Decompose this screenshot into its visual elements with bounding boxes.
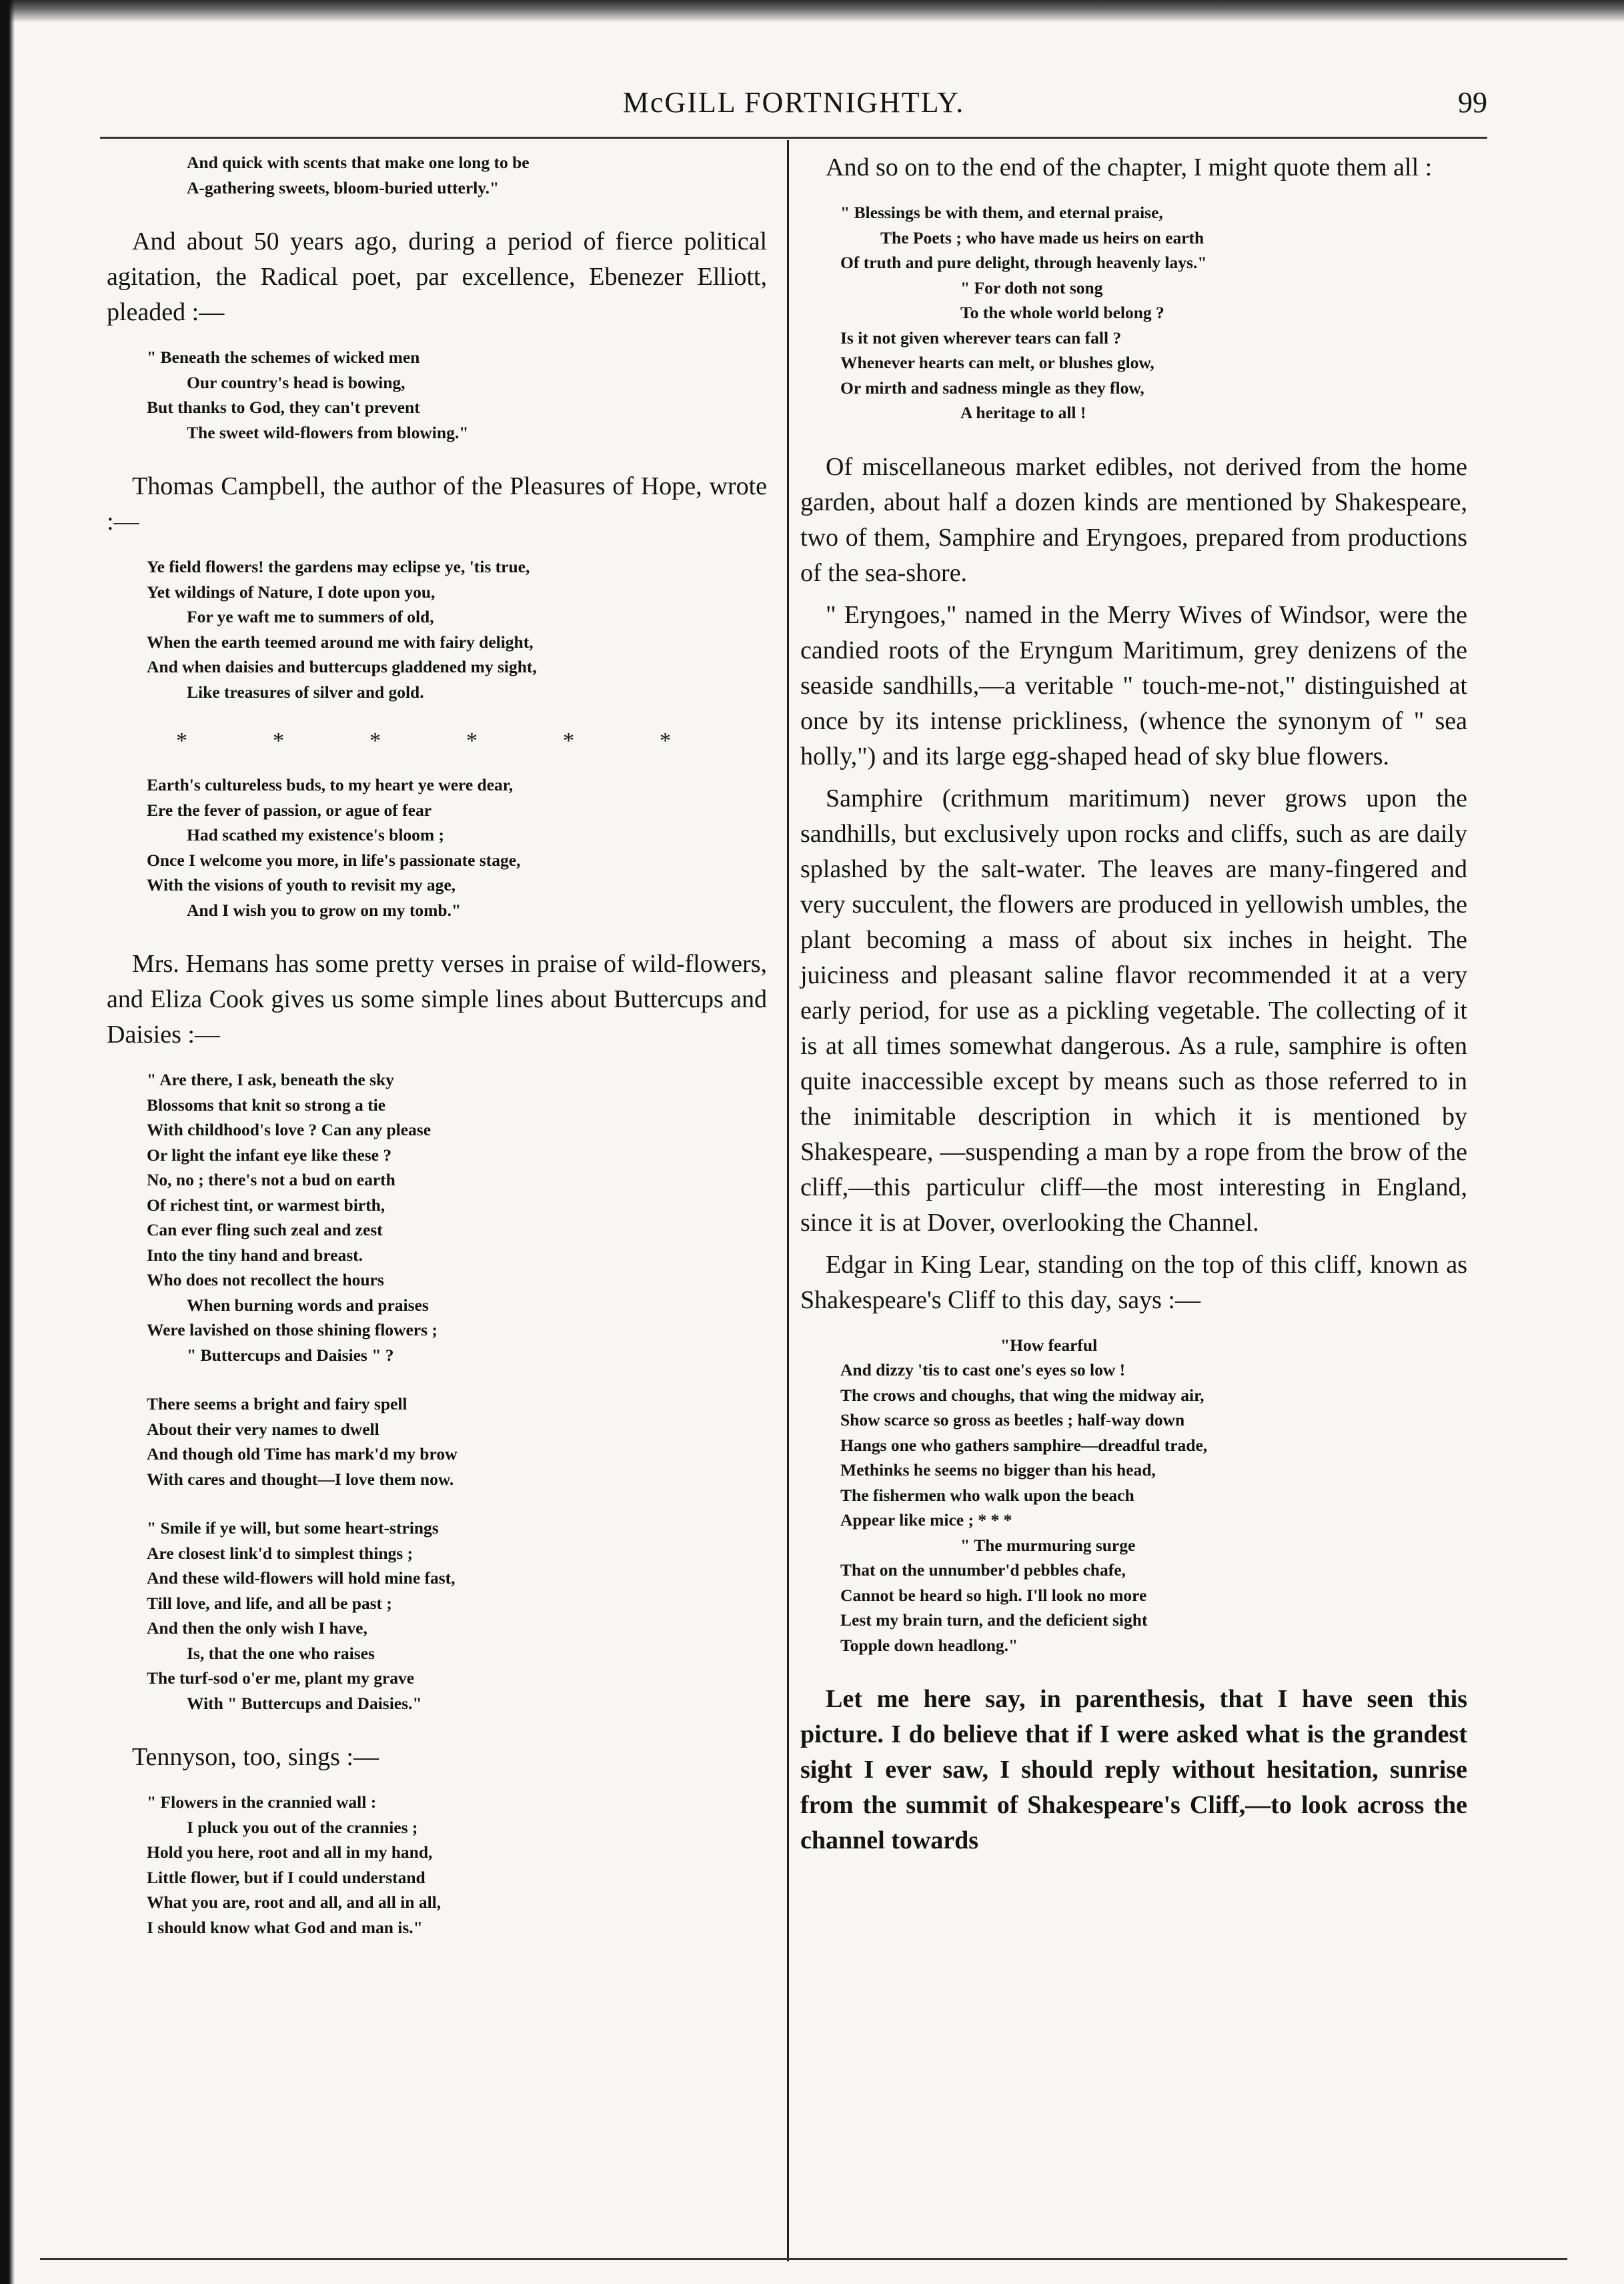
poem-line: Into the tiny hand and breast.	[147, 1245, 363, 1265]
star: *	[369, 728, 381, 753]
poem-line: There seems a bright and fairy spell	[147, 1394, 408, 1413]
poem-line: " Buttercups and Daisies " ?	[187, 1345, 394, 1365]
poem-line: The fishermen who walk upon the beach	[840, 1485, 1134, 1505]
poem-line: Methinks he seems no bigger than his head,	[840, 1460, 1156, 1480]
poem-line: I should know what God and man is."	[147, 1917, 423, 1937]
paragraph-edgar: Edgar in King Lear, standing on the top of this cliff, known as Shakespeare's Cliff to this day, says :—	[800, 1250, 1467, 1314]
poem-line: And when daisies and buttercups gladdened my sight,	[147, 657, 537, 676]
poem-line: Who does not recollect the hours	[147, 1270, 384, 1289]
poem-line: With " Buttercups and Daisies."	[187, 1693, 422, 1713]
poem-cook-2	[107, 1391, 767, 1492]
poem-line: Once I welcome you more, in life's passionate stage,	[147, 850, 521, 870]
page-header	[100, 85, 1487, 132]
poem-line: With the visions of youth to revisit my age,	[147, 875, 456, 895]
poem-line: And quick with scents that make one long to be	[187, 153, 530, 172]
poem-line: Of truth and pure delight, through heavenly lays."	[840, 253, 1207, 272]
poem-line: A-gathering sweets, bloom-buried utterly."	[187, 177, 500, 197]
section-stars	[107, 728, 767, 754]
poem-line: Little flower, but if I could understand	[147, 1867, 426, 1887]
poem-line: And I wish you to grow on my tomb."	[187, 900, 462, 920]
left-column	[107, 150, 767, 1964]
paragraph-samphire: Samphire (crithmum maritimum) never grows upon the sandhills, but exclusively upon rocks and cliffs, such as are daily splashed by the salt-water. The leaves are many-fingered and very succulent, the flowers are produced in yellowish umbles, the plant becoming a mass of about six inches in height. The juiciness and pleasant saline flavor recommended it at a very early period, for use as a pickling vegetable. The collecting of it is at all times somewhat dangerous. As a rule, samphire is often quite inaccessible except by means such as those referred to in the inimitable description in which it is mentioned by Shakespeare, —suspending a man by a rope from the brow of the cliff,—this particulur cliff—the most interesting in England, since it is at Dover, overlooking the Channel.	[800, 784, 1467, 1237]
poem-line: Were lavished on those shining flowers ;	[147, 1320, 438, 1339]
star: *	[273, 728, 284, 753]
poem-line: " Beneath the schemes of wicked men	[147, 348, 420, 367]
poem-line: " Are there, I ask, beneath the sky	[147, 1070, 394, 1089]
poem-line: " For doth not song	[960, 277, 1103, 298]
poem-line: And these wild-flowers will hold mine fast,	[147, 1568, 456, 1588]
poem-line: " Flowers in the crannied wall :	[147, 1792, 377, 1812]
poem-line: Had scathed my existence's bloom ;	[187, 825, 445, 844]
paragraph-elliott: And about 50 years ago, during a period of fierce political agitation, the Radical poet, par excellence, Ebenezer Elliott, pleaded :—	[107, 227, 767, 326]
poem-line: Appear like mice ; * * *	[840, 1510, 1012, 1530]
poem-line: Is it not given wherever tears can fall ?	[840, 328, 1122, 348]
poem-line: Till love, and life, and all be past ;	[147, 1593, 392, 1613]
poem-line: Lest my brain turn, and the deficient sight	[840, 1610, 1148, 1630]
scan-edge-top	[0, 0, 1624, 23]
star: *	[563, 728, 574, 753]
poem-line: " The murmuring surge	[960, 1535, 1136, 1555]
poem-campbell-2	[107, 772, 767, 923]
poem-line: But thanks to God, they can't prevent	[147, 398, 420, 417]
poem-line: Or light the infant eye like these ?	[147, 1145, 392, 1165]
poem-line: " Blessings be with them, and eternal praise,	[840, 203, 1163, 222]
poem-line: For ye waft me to summers of old,	[187, 607, 434, 626]
poem-line: " Smile if ye will, but some heart-strings	[147, 1518, 439, 1538]
poem-line: Ye field flowers! the gardens may eclipse ye, 'tis true,	[147, 557, 530, 576]
poem-line: Can ever fling such zeal and zest	[147, 1220, 383, 1239]
poem-line: Are closest link'd to simplest things ;	[147, 1543, 414, 1563]
poem-line: I pluck you out of the crannies ;	[187, 1817, 418, 1837]
poem-line: And though old Time has mark'd my brow	[147, 1444, 458, 1464]
paragraph-parenthesis: Let me here say, in parenthesis, that I have seen this picture. I do believe that if I were asked what is the grandest sight I ever saw, I should reply without hesitation, sunrise from the summit of Shakespeare's Cliff,—to look across the channel towards	[800, 1685, 1467, 1854]
poem-line: To the whole world belong ?	[960, 303, 1164, 322]
poem-line: About their very names to dwell	[147, 1419, 379, 1439]
poem-line: The Poets ; who have made us heirs on earth	[880, 227, 1204, 247]
running-head: McGILL FORTNIGHTLY.	[622, 86, 965, 119]
paragraph-hemans: Mrs. Hemans has some pretty verses in praise of wild-flowers, and Eliza Cook gives us some simple lines about Buttercups and Daisies :—	[107, 950, 767, 1049]
poem-line: Cannot be heard so high. I'll look no more	[840, 1585, 1147, 1605]
poem-campbell	[107, 554, 767, 704]
poem-cook-3	[107, 1516, 767, 1716]
poem-line: Is, that the one who raises	[187, 1643, 375, 1663]
poem-line: Or mirth and sadness mingle as they flow,	[840, 378, 1144, 398]
poem-continuation	[107, 150, 767, 200]
poem-line: What you are, root and all, and all in all,	[147, 1892, 442, 1912]
poem-line: The crows and choughs, that wing the midway air,	[840, 1385, 1204, 1405]
page-number: 99	[1458, 86, 1487, 119]
poem-line: Hangs one who gathers samphire—dreadful trade,	[840, 1435, 1208, 1455]
poem-line: With childhood's love ? Can any please	[147, 1120, 432, 1139]
poem-line: When the earth teemed around me with fairy delight,	[147, 632, 534, 652]
poem-line: Like treasures of silver and gold.	[187, 682, 424, 702]
header-rule	[100, 137, 1487, 139]
poem-line: Show scarce so gross as beetles ; half-way down	[840, 1410, 1185, 1430]
poem-line: Topple down headlong."	[840, 1635, 1018, 1655]
scan-edge-left	[0, 0, 15, 2284]
poem-line: Earth's cultureless buds, to my heart ye were dear,	[147, 775, 514, 794]
poem-line: "How fearful	[1000, 1335, 1098, 1355]
poem-line: Blossoms that knit so strong a tie	[147, 1095, 385, 1115]
poem-line: With cares and thought—I love them now.	[147, 1469, 454, 1489]
poem-line: No, no ; there's not a bud on earth	[147, 1170, 395, 1189]
poem-line: The turf-sod o'er me, plant my grave	[147, 1668, 415, 1688]
poem-lear	[800, 1333, 1467, 1658]
star: *	[466, 728, 478, 753]
bottom-rule	[40, 2258, 1567, 2260]
poem-cook-1	[107, 1067, 767, 1367]
paragraph-eryngoes: " Eryngoes," named in the Merry Wives of Windsor, were the candied roots of the Eryngum Maritimum, grey denizens of the seaside sandhills,—a veritable " touch-me-not," distinguished at once by its intense prickliness, (whence the synonym of " sea holly,") and its large egg-shaped head of sky blue flowers.	[800, 600, 1467, 770]
poem-line: Ere the fever of passion, or ague of fear	[147, 800, 432, 820]
paragraph-edibles: Of miscellaneous market edibles, not derived from the home garden, about half a dozen kinds are mentioned by Shakespeare, two of them, Samphire and Eryngoes, prepared from productions of the sea-shore.	[800, 452, 1467, 587]
poem-line: Yet wildings of Nature, I dote upon you,	[147, 582, 436, 602]
poem-line: Of richest tint, or warmest birth,	[147, 1195, 385, 1215]
poem-line: Hold you here, root and all in my hand,	[147, 1842, 433, 1862]
poem-tennyson	[107, 1790, 767, 1940]
poem-line: A heritage to all !	[960, 403, 1086, 422]
poem-line: Whenever hearts can melt, or blushes glow,	[840, 353, 1154, 372]
poem-blessings	[800, 200, 1467, 426]
paragraph-campbell: Thomas Campbell, the author of the Pleasures of Hope, wrote :—	[107, 472, 767, 536]
poem-elliott	[107, 345, 767, 445]
poem-line: The sweet wild-flowers from blowing."	[187, 422, 469, 442]
paragraph-tennyson: Tennyson, too, sings :—	[132, 1743, 379, 1771]
poem-line: And dizzy 'tis to cast one's eyes so low !	[840, 1360, 1126, 1379]
paragraph-chapter: And so on to the end of the chapter, I might quote them all :	[826, 153, 1433, 181]
poem-line: That on the unnumber'd pebbles chafe,	[840, 1560, 1126, 1580]
star: *	[176, 728, 187, 753]
poem-line: When burning words and praises	[187, 1295, 429, 1315]
right-column	[800, 150, 1467, 1865]
star: *	[660, 728, 671, 753]
column-divider	[787, 140, 789, 2261]
poem-line: And then the only wish I have,	[147, 1618, 367, 1638]
poem-line: Our country's head is bowing,	[187, 372, 405, 392]
